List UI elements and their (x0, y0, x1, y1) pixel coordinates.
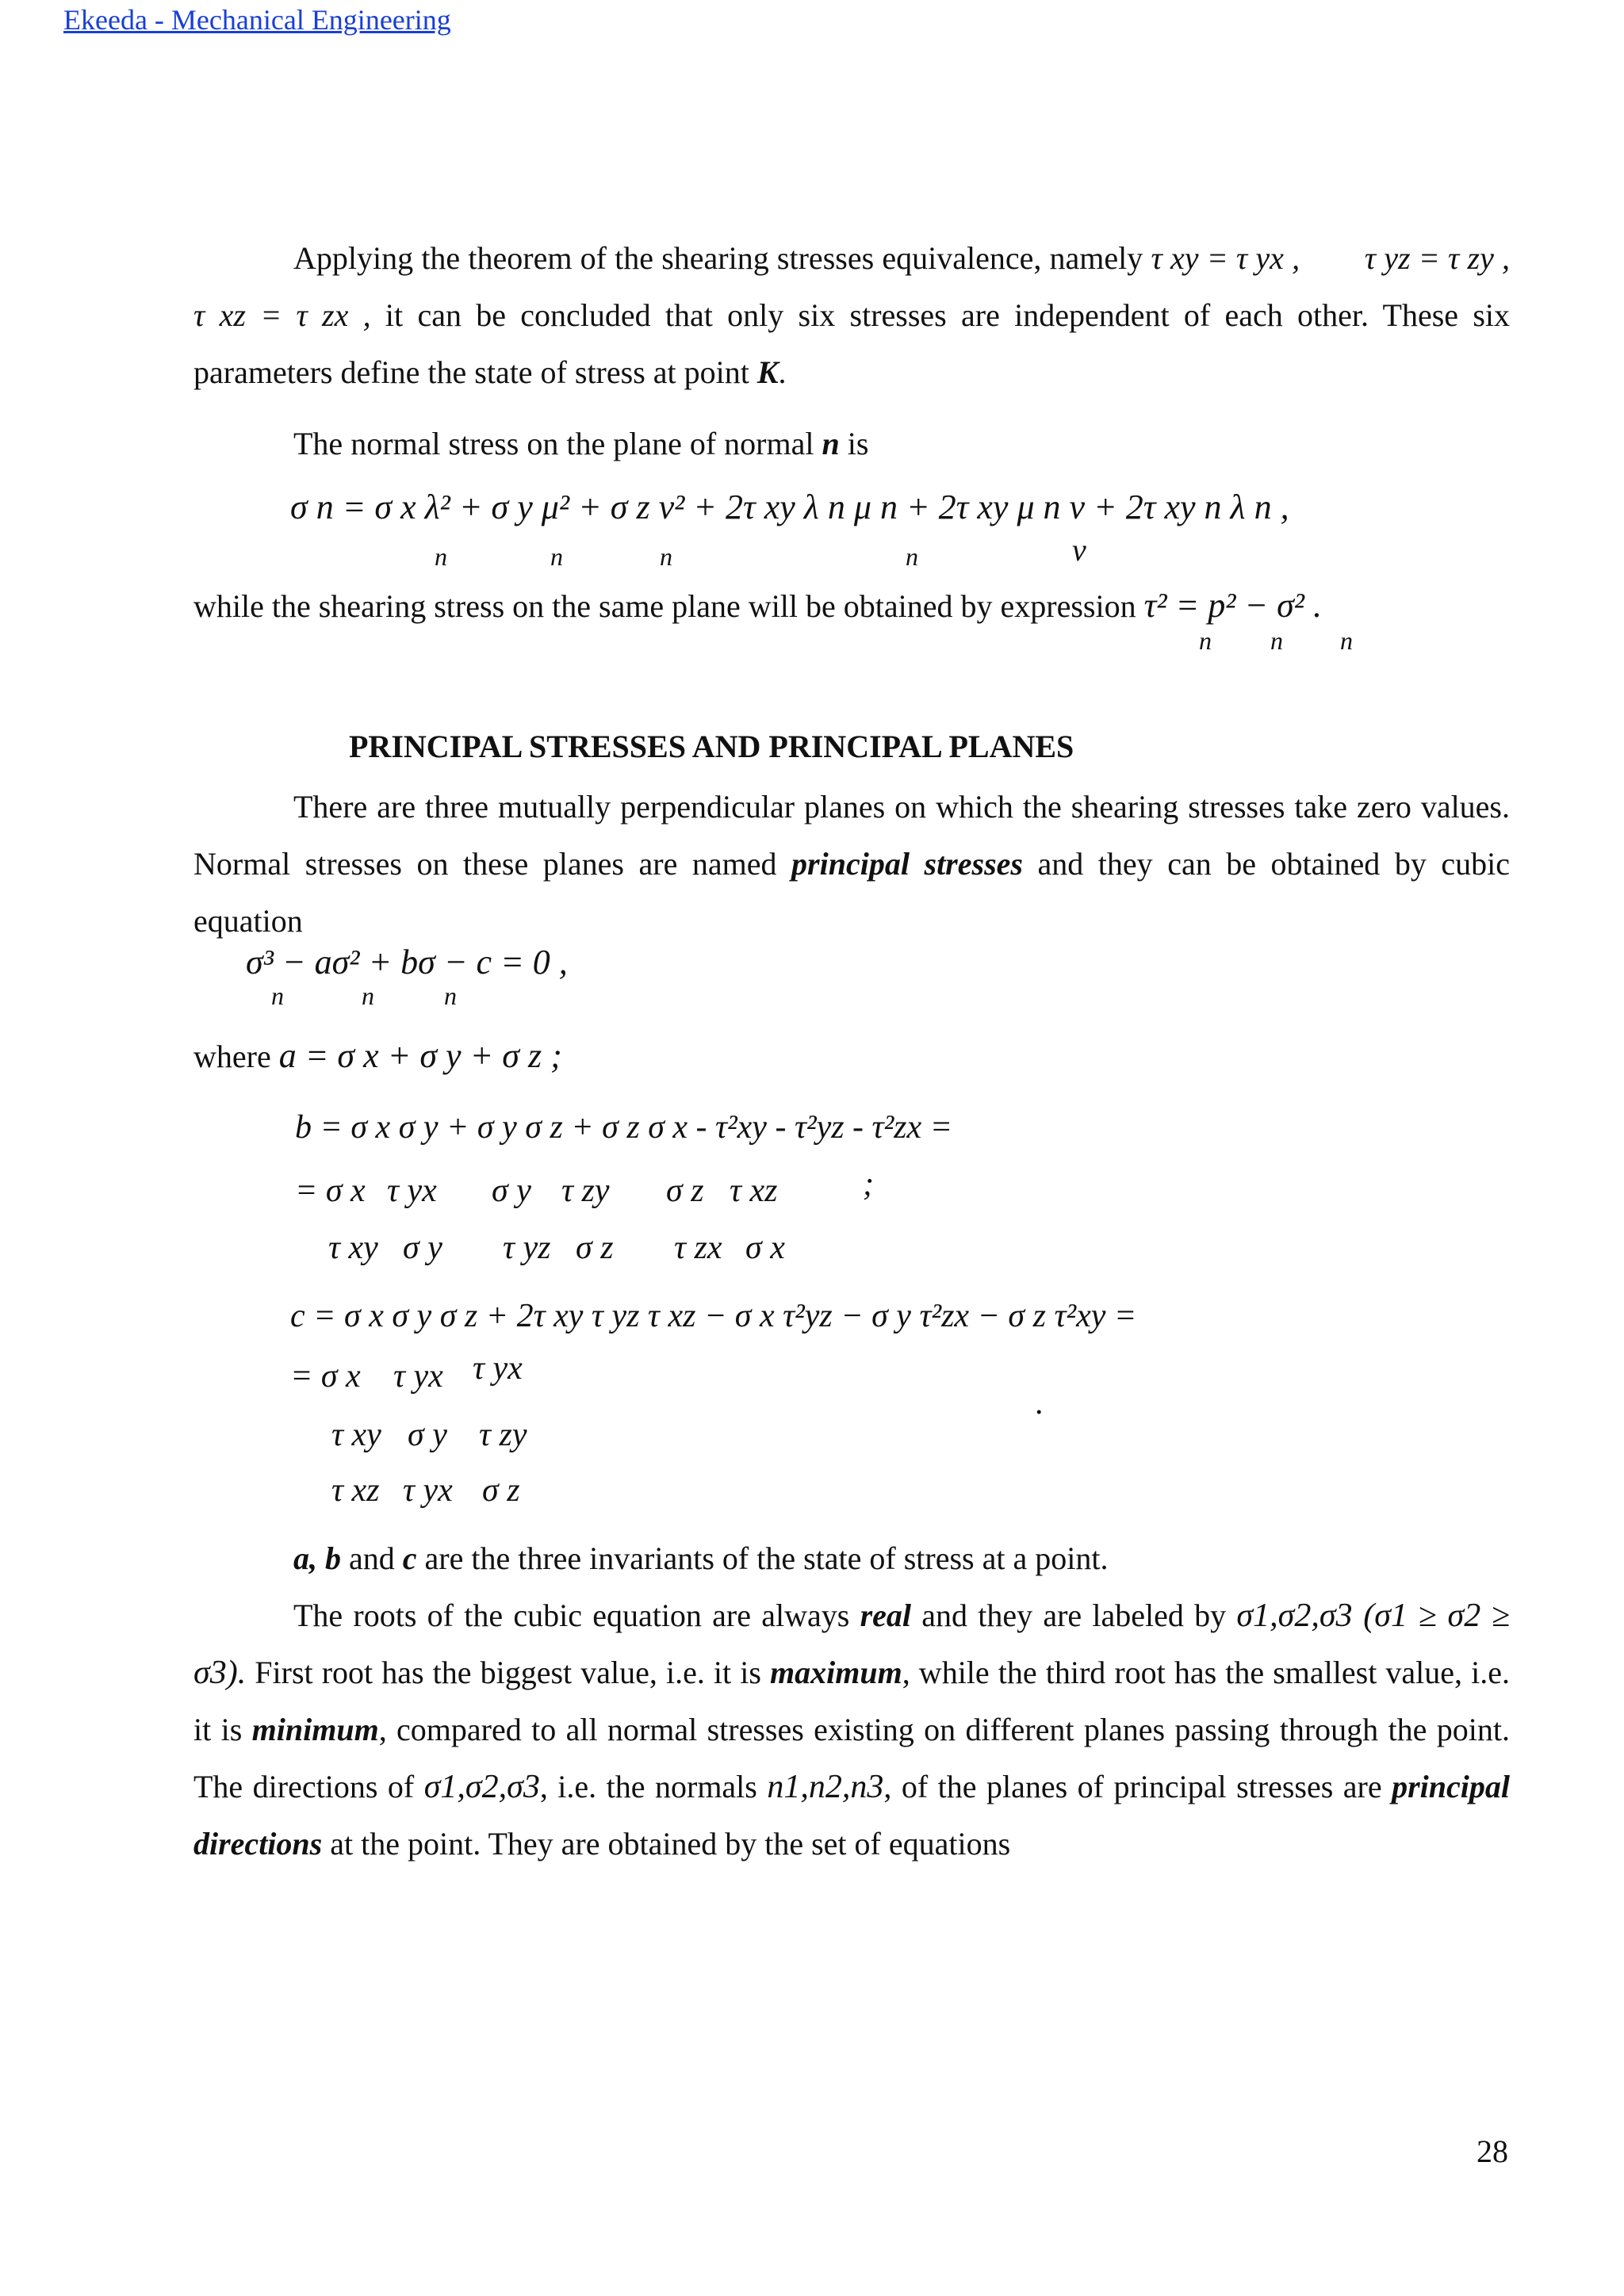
matrix-cell: τ yz (503, 1230, 551, 1266)
matrix-cell: τ yx (403, 1472, 453, 1509)
matrix-cell: = σ x (295, 1173, 366, 1209)
term-real: real (860, 1598, 911, 1633)
term-principal-directions: principal directions (193, 1769, 1510, 1862)
point-label: K (756, 354, 779, 390)
term-c: c (402, 1540, 417, 1576)
matrix-cell: σ x (745, 1230, 785, 1266)
term-ab: a, b (293, 1540, 341, 1576)
matrix-cell: σ y (492, 1173, 531, 1209)
page-number: 28 (1477, 2133, 1508, 2169)
text: , while the third root has the smallest value, i.e. it is (193, 1655, 1511, 1747)
equation-cubic: σ³ − aσ² + bσ − c = 0 , (246, 943, 568, 982)
matrix-cell: τ yx (473, 1350, 523, 1387)
subscript: ν (1072, 532, 1086, 568)
equation-tau-yz: τ yz = τ zy , (1364, 240, 1511, 276)
text: where (193, 1039, 279, 1074)
section-heading: PRINCIPAL STRESSES AND PRINCIPAL PLANES (349, 729, 1074, 764)
paragraph-where (193, 1027, 1510, 1085)
subscript: n (550, 542, 563, 571)
roots-ordering: σ1,σ2,σ3 (σ1 ≥ σ2 ≥ σ3). (193, 1598, 1511, 1691)
paragraph-shearing-stress (193, 577, 1510, 635)
matrix-cell: = σ x (290, 1358, 361, 1395)
matrix-cell: τ yx (387, 1173, 437, 1209)
normal-symbols: n1,n2,n3 (767, 1769, 884, 1805)
matrix-cell: τ zy (479, 1417, 527, 1453)
term-principal-stresses: principal stresses (791, 846, 1023, 882)
text: . (778, 354, 787, 390)
text: There are three mutually perpendicular planes on which the shearing stresses take zero values. Normal stresses on these planes are named (193, 789, 1510, 882)
text: at the point. They are obtained by the set of equations (322, 1826, 1011, 1862)
matrix-cell: σ z (482, 1472, 520, 1509)
text: Applying the theorem of the shearing stresses equivalence, namely (293, 240, 1151, 276)
subscript: n (435, 542, 447, 571)
equation-tau-n: τ² = p² − σ² . (1143, 586, 1322, 625)
equation-c: c = σ x σ y σ z + 2τ xy τ yz τ xz − σ x τ²yz − σ y τ²zx − σ z τ²xy = (290, 1298, 1137, 1334)
principal-stress-symbols: σ1,σ2,σ3 (423, 1769, 540, 1805)
subscript: n (1199, 626, 1212, 655)
matrix-cell: τ xy (331, 1417, 381, 1453)
equation-a: a = σ x + σ y + σ z ; (278, 1036, 562, 1075)
text: The normal stress on the plane of normal (293, 426, 822, 461)
matrix-cell: τ xz (331, 1472, 380, 1509)
text: and they are labeled by (911, 1598, 1227, 1633)
text: , of the planes of principal stresses are (883, 1769, 1392, 1804)
term-minimum: minimum (251, 1712, 379, 1747)
paragraph-principal-stresses (193, 779, 1510, 950)
subscript: n (1270, 626, 1283, 655)
paragraph-invariants (193, 1530, 1510, 1587)
subscript: n (444, 982, 457, 1010)
subscript: n (271, 982, 284, 1010)
matrix-cell: ; (863, 1166, 874, 1203)
text: First root has the biggest value, i.e. it is (246, 1655, 771, 1690)
text: and they can be obtained by cubic equation (193, 846, 1511, 939)
text: The roots of the cubic equation are always (293, 1598, 860, 1633)
paragraph-roots (193, 1587, 1510, 1873)
matrix-cell: σ z (666, 1173, 704, 1209)
text: and (341, 1540, 403, 1576)
matrix-cell: τ zx (674, 1230, 722, 1266)
paragraph-shearing-equivalence (193, 230, 1510, 401)
equation-sigma-n: σ n = σ x λ² + σ y μ² + σ z ν² + 2τ xy λ n μ n + 2τ xy μ n ν + 2τ xy n λ n , (290, 488, 1289, 526)
paragraph-normal-stress (193, 415, 1510, 473)
matrix-cell: σ z (576, 1230, 614, 1266)
text: while the shearing stress on the same plane will be obtained by expression (193, 588, 1144, 624)
text: are the three invariants of the state of stress at a point. (416, 1540, 1109, 1576)
term-maximum: maximum (770, 1655, 902, 1690)
text: it can be concluded that only six stresses are independent of each other. These six parameters define the state of stress at point (193, 297, 1511, 390)
text: , compared to all normal stresses existing on different planes passing through the point. The directions of (193, 1712, 1510, 1804)
matrix-dot: . (1036, 1385, 1044, 1422)
equation-tau-xy: τ xy = τ yx , (1151, 240, 1300, 276)
subscript: n (1340, 626, 1353, 655)
subscript: n (660, 542, 672, 571)
text: is (839, 426, 869, 461)
matrix-cell: σ y (403, 1230, 442, 1266)
equation-tau-xz: τ xz = τ zx , (193, 297, 371, 333)
matrix-cell: τ zy (561, 1173, 610, 1209)
matrix-cell: τ xz (730, 1173, 778, 1209)
matrix-cell: τ xy (328, 1230, 378, 1266)
subscript: n (362, 982, 374, 1010)
header-link[interactable]: Ekeeda - Mechanical Engineering (63, 4, 451, 36)
text: , i.e. the normals (539, 1769, 768, 1804)
matrix-cell: τ yx (393, 1358, 443, 1395)
equation-b: b = σ x σ y + σ y σ z + σ z σ x - τ²xy - τ²yz - τ²zx = (295, 1109, 952, 1146)
subscript: n (906, 542, 918, 571)
normal-label: n (822, 426, 840, 461)
matrix-cell: σ y (408, 1417, 447, 1453)
